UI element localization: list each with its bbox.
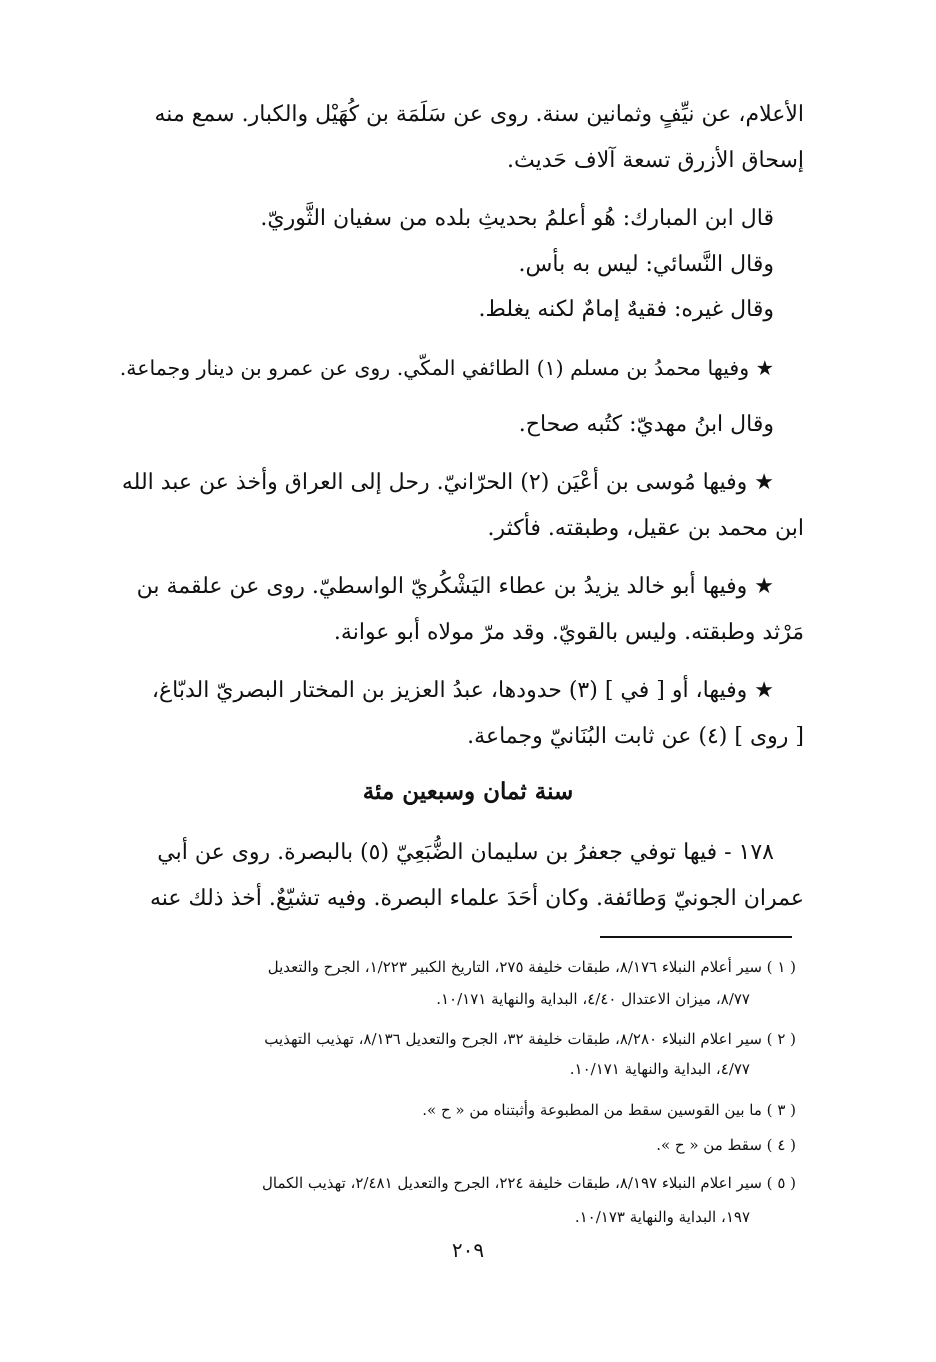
text-line: ★ وفيها مُوسى بن أعْيَن (٢) الحرّانيّ. رحل إلى العراق وأخذ عن عبد الله [121,470,774,495]
text-line: ★ وفيها أبو خالد يزيدُ بن عطاء اليَشْكُريّ الواسطيّ. روى عن علقمة بن [136,574,774,599]
text-line: ★ وفيها محمدُ بن مسلم (١) الطائفي المكّي. روى عن عمرو بن دينار وجماعة. [119,356,774,380]
text-line: وقال ابنُ مهديّ: كتُبه صحاح. [518,412,774,437]
footnote-line: ( ١ ) سير أعلام النبلاء ٨/١٧٦، طبقات خليفة ٢٧٥، التاريخ الكبير ١/٢٢٣، الجرح والتعديل [267,958,796,976]
footnote-line: ( ٢ ) سير اعلام النبلاء ٨/٢٨٠، طبقات خليفة ٣٢، الجرح والتعديل ٨/١٣٦، تهذيب التهذيب [264,1030,796,1048]
footnote-line: ( ٥ ) سير اعلام النبلاء ٨/١٩٧، طبقات خليفة ٢٢٤، الجرح والتعديل ٢/٤٨١، تهذيب الكمال [261,1174,796,1192]
text-line: وقال النَّسائي: ليس به بأس. [518,252,774,277]
section-heading: سنة ثمان وسبعين مئة [362,778,574,805]
text-line: الأعلام، عن نيِّفٍ وثمانين سنة. روى عن سَلَمَة بن كُهَيْل والكبار. سمع منه [154,102,804,127]
text-line: مَرْثد وطبقته. وليس بالقويّ. وقد مرّ مولاه أبو عوانة. [333,620,804,645]
entry-line: عمران الجونيّ وَطائفة. وكان أحَدَ علماء البصرة. وفيه تشيّعٌ. أخذ ذلك عنه [149,886,804,911]
footnote-divider [600,936,792,938]
text-line: [ روى ] (٤) عن ثابت البُنَانيّ وجماعة. [467,724,804,749]
text-line: ★ وفيها، أو [ في ] (٣) حدودها، عبدُ العزيز بن المختار البصريّ الدبّاغ، [151,678,774,703]
text-line: وقال غيره: فقيهٌ إمامٌ لكنه يغلط. [478,297,774,322]
footnote-line: ٨/٧٧، ميزان الاعتدال ٤/٤٠، البداية والنهاية ١٠/١٧١. [436,990,750,1008]
text-line: إسحاق الأزرق تسعة آلاف حَديث. [507,148,804,173]
footnote-line: ١٩٧، البداية والنهاية ١٠/١٧٣. [574,1208,750,1226]
entry-line: ١٧٨ - فيها توفي جعفرُ بن سليمان الضُّبَعِيّ (٥) بالبصرة. روى عن أبي [157,840,774,865]
text-line: قال ابن المبارك: هُو أعلمُ بحديثِ بلده من سفيان الثَّوريّ. [260,206,774,231]
footnote-line: ( ٤ ) سقط من « ح ». [656,1136,796,1154]
footnote-line: ٤/٧٧، البداية والنهاية ١٠/١٧١. [569,1060,750,1078]
text-line: ابن محمد بن عقيل، وطبقته. فأكثر. [487,516,804,541]
footnote-line: ( ٣ ) ما بين القوسين سقط من المطبوعة وأثبتناه من « ح ». [422,1101,796,1119]
page-number: ٢٠٩ [451,1238,485,1262]
